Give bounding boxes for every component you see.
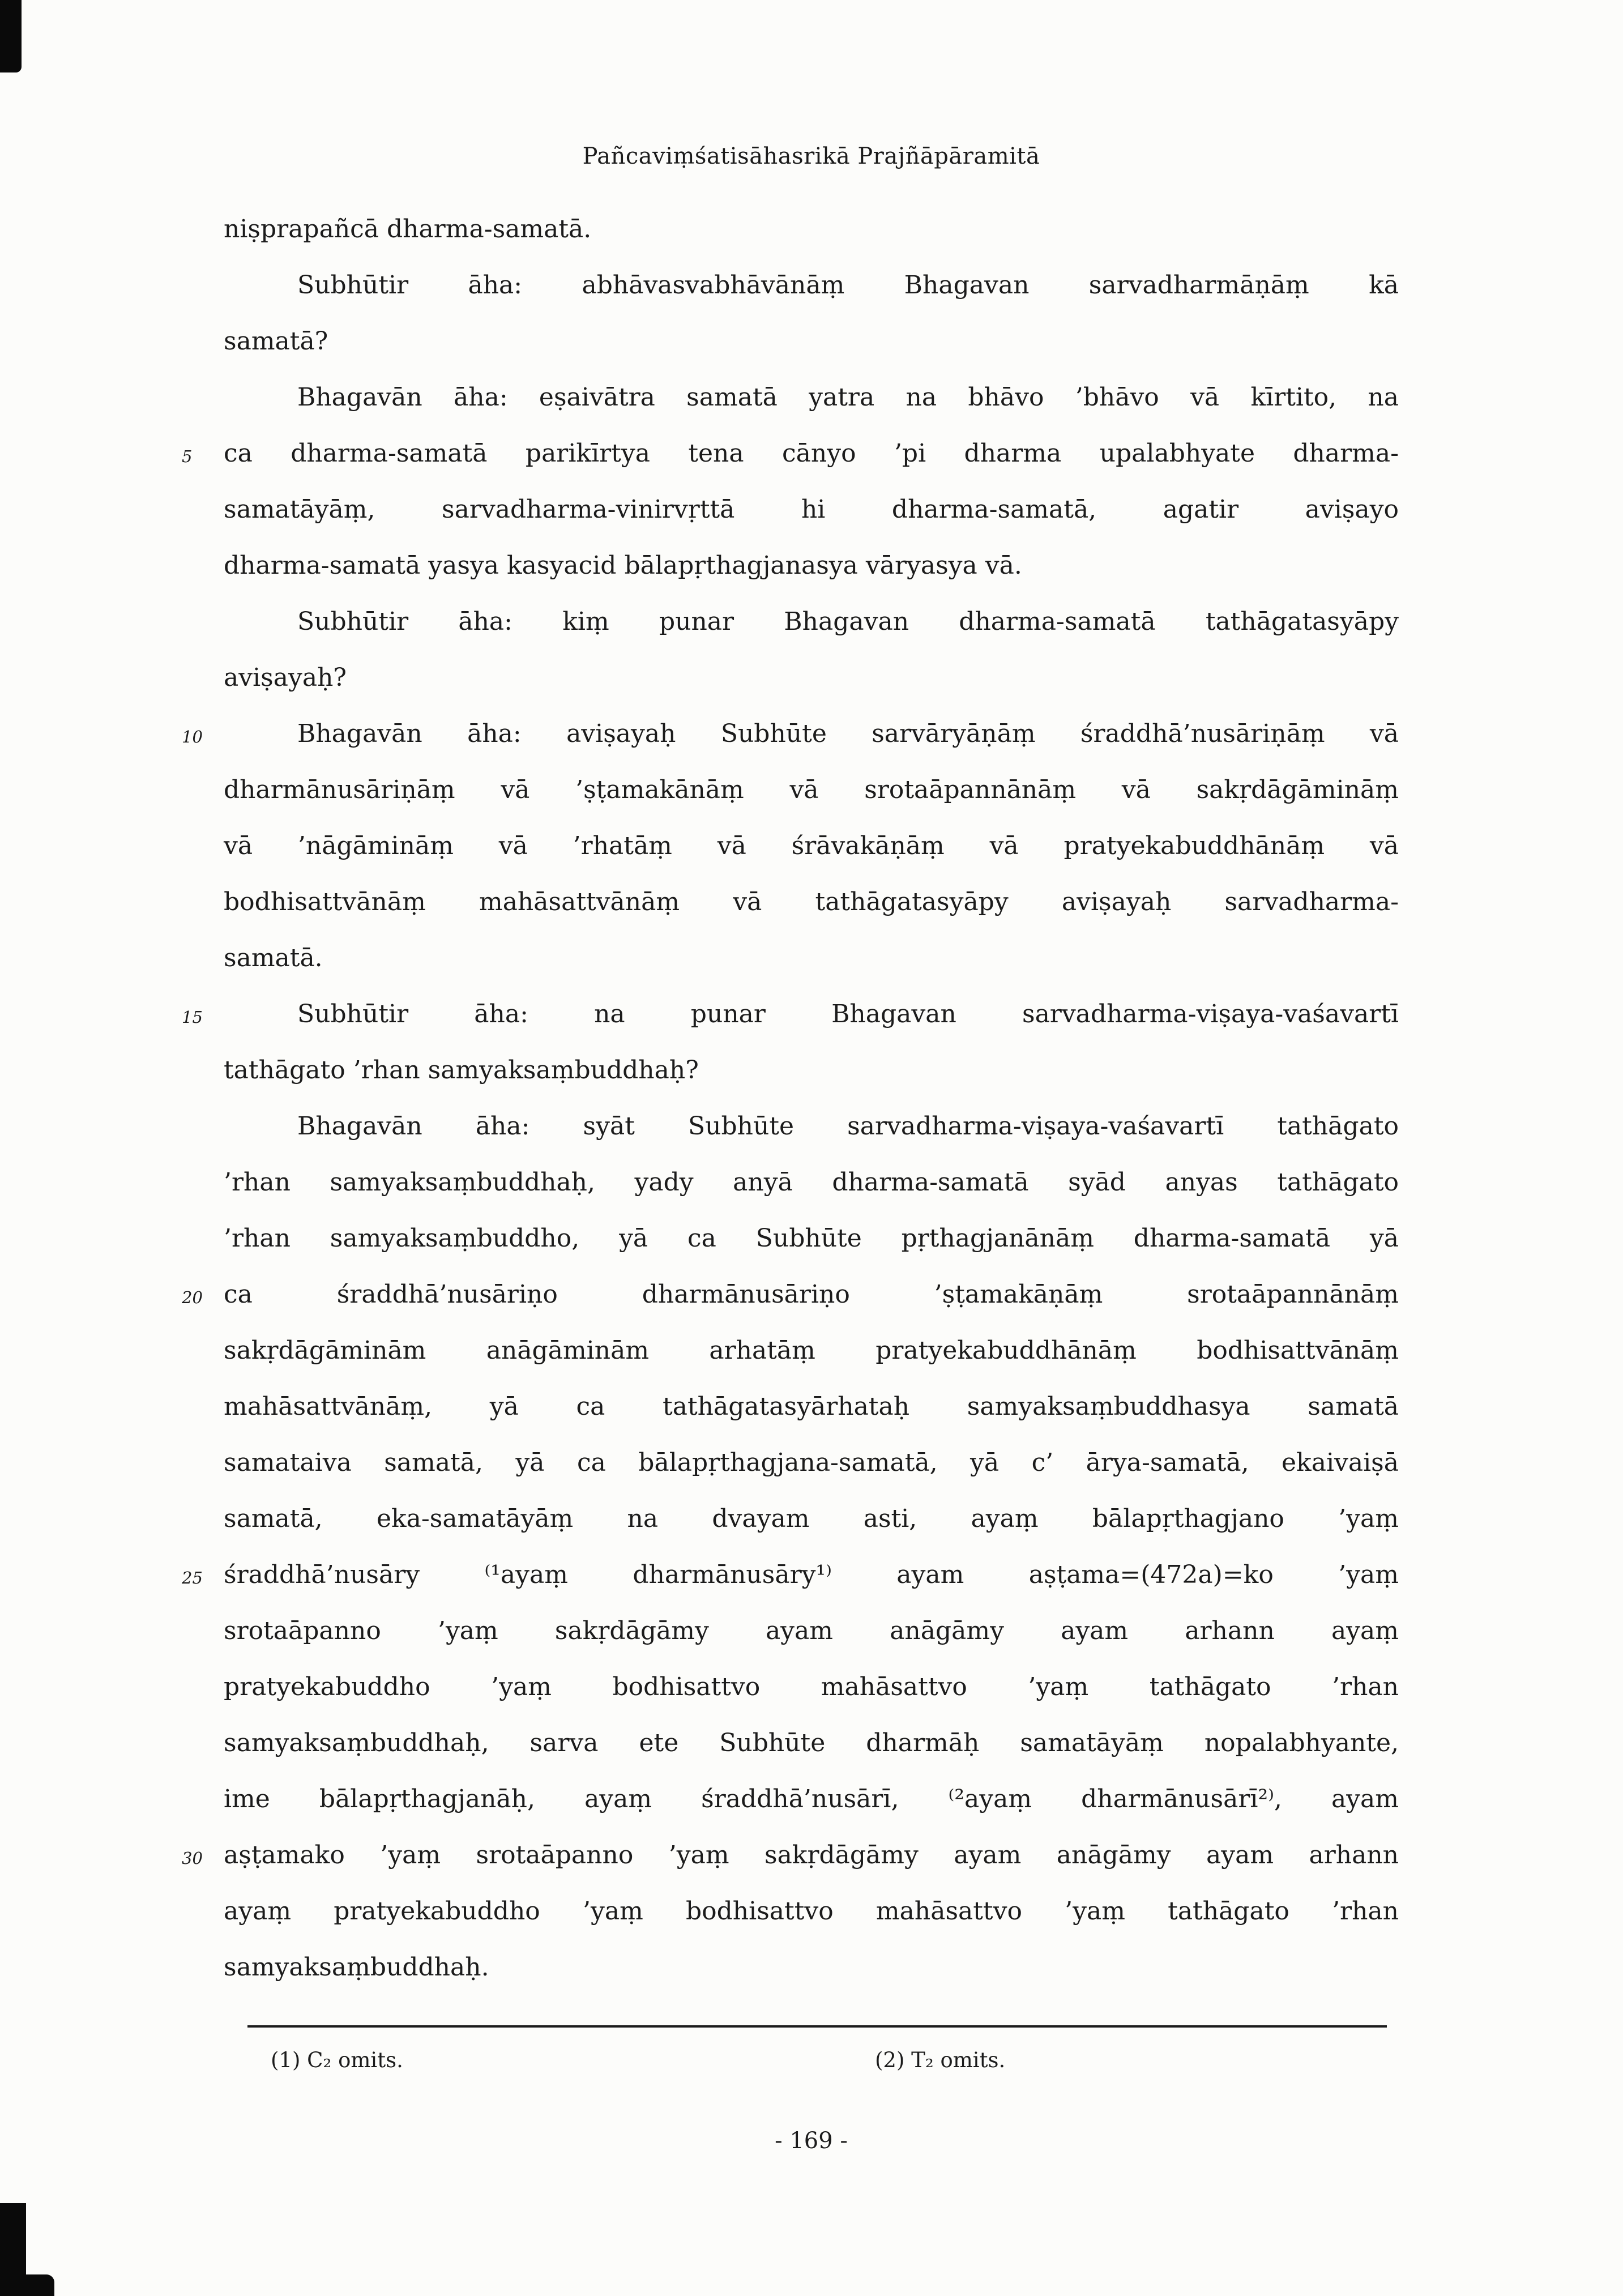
line-text: ’rhan samyaksaṃbuddho, yā ca Subhūte pṛthagjanānāṃ dharma-samatā yā [224,1224,1399,1253]
text-line [224,874,1399,930]
text-line [182,1266,1399,1322]
text-line [182,1827,1399,1883]
text-line [224,1379,1399,1435]
line-text: Bhagavān āha: eṣaivātra samatā yatra na bhāvo ’bhāvo vā kīrtito, na [297,383,1399,412]
line-text: ayaṃ pratyekabuddho ’yaṃ bodhisattvo mahāsattvo ’yaṃ tathāgato ’rhan [224,1897,1399,1926]
line-text: Subhūtir āha: kiṃ punar Bhagavan dharma-samatā tathāgatasyāpy [297,607,1399,636]
line-text: aviṣayaḥ? [224,663,347,692]
margin-line-number: 5 [182,447,193,466]
line-text: samyaksaṃbuddhaḥ. [224,1953,489,1982]
line-text: pratyekabuddho ’yaṃ bodhisattvo mahāsattvo ’yaṃ tathāgato ’rhan [224,1672,1399,1701]
text-line [224,650,1399,706]
line-text: Bhagavān āha: aviṣayaḥ Subhūte sarvāryāṇāṃ śraddhā’nusāriṇāṃ vā [297,719,1399,748]
line-text: samyaksaṃbuddhaḥ, sarva ete Subhūte dharmāḥ samatāyāṃ nopalabhyante, [224,1729,1399,1757]
text-line [224,257,1399,313]
text-line [224,1771,1399,1827]
line-text: samatā, eka-samatāyāṃ na dvayam asti, ayaṃ bālapṛthagjano ’yaṃ [224,1504,1399,1533]
text-line [182,1547,1399,1603]
text-line [224,481,1399,537]
line-text: aṣṭamako ’yaṃ srotaāpanno ’yaṃ sakṛdāgāmy ayam anāgāmy ayam arhann [224,1841,1399,1870]
footnote-1: (1) C₂ omits. [271,2048,403,2072]
line-text: vā ’nāgāmināṃ vā ’rhatāṃ vā śrāvakāṇāṃ vā pratyekabuddhānāṃ vā [224,831,1399,860]
text-line [182,986,1399,1042]
text-line [224,1939,1399,1995]
text-line [224,1659,1399,1715]
running-header-title: Pañcaviṃśatisāhasrikā Prajñāpāramitā [582,143,1040,169]
text-line [224,1154,1399,1210]
line-text: samataiva samatā, yā ca bālapṛthagjana-samatā, yā c’ ārya-samatā, ekaivaiṣā [224,1448,1399,1477]
text-line [224,313,1399,369]
line-text: ime bālapṛthagjanāḥ, ayaṃ śraddhā’nusārī, ⁽²ayaṃ dharmānusārī²⁾, ayam [224,1785,1399,1813]
text-line [224,594,1399,650]
text-line [224,201,1399,257]
footnote-separator-rule [247,2025,1387,2028]
text-line [182,425,1399,481]
line-text: ca dharma-samatā parikīrtya tena cānyo ’pi dharma upalabhyate dharma- [224,439,1399,468]
text-line [182,706,1399,762]
line-text: Subhūtir āha: na punar Bhagavan sarvadharma-viṣaya-vaśavartī [297,1000,1399,1028]
text-line [224,369,1399,425]
text-line [224,1210,1399,1266]
line-text: Subhūtir āha: abhāvasvabhāvānāṃ Bhagavan sarvadharmāṇāṃ kā [297,271,1399,300]
line-text: mahāsattvānāṃ, yā ca tathāgatasyārhataḥ samyaksaṃbuddhasya samatā [224,1392,1399,1421]
margin-line-number: 20 [182,1288,203,1307]
line-text: ca śraddhā’nusāriṇo dharmānusāriṇo ’ṣṭamakāṇāṃ srotaāpannānāṃ [224,1280,1399,1309]
text-line [224,1491,1399,1547]
body-text [182,201,1399,1995]
line-text: sakṛdāgāminām anāgāminām arhatāṃ pratyekabuddhānāṃ bodhisattvānāṃ [224,1336,1399,1365]
text-line [224,1715,1399,1771]
text-line [224,762,1399,818]
text-line [224,1435,1399,1491]
text-line [224,1883,1399,1939]
margin-line-number: 10 [182,727,203,746]
line-text: srotaāpanno ’yaṃ sakṛdāgāmy ayam anāgāmy ayam arhann ayaṃ [224,1616,1399,1645]
line-text: Bhagavān āha: syāt Subhūte sarvadharma-viṣaya-vaśavartī tathāgato [297,1112,1399,1141]
line-text: dharmānusāriṇāṃ vā ’ṣṭamakānāṃ vā srotaāpannānāṃ vā sakṛdāgāmināṃ [224,775,1399,804]
text-line [224,930,1399,986]
line-text: tathāgato ’rhan samyaksaṃbuddhaḥ? [224,1056,699,1085]
scan-edge-artifact-bottom-foot [0,2274,54,2296]
line-text: śraddhā’nusāry ⁽¹ayaṃ dharmānusāry¹⁾ ayam aṣṭama=(472a)=ko ’yaṃ [224,1560,1399,1589]
line-text: samatāyāṃ, sarvadharma-vinirvṛttā hi dharma-samatā, agatir aviṣayo [224,495,1399,524]
text-line [224,537,1399,594]
line-text: niṣprapañcā dharma-samatā. [224,215,592,244]
margin-line-number: 15 [182,1008,203,1027]
margin-line-number: 30 [182,1849,203,1868]
text-line [224,1603,1399,1659]
page-number: - 169 - [775,2128,848,2154]
line-text: samatā. [224,944,323,972]
scan-edge-artifact-top-left [0,0,22,72]
footnote-2: (2) T₂ omits. [875,2048,1006,2072]
text-line [224,818,1399,874]
text-line [224,1098,1399,1154]
text-line [224,1042,1399,1098]
text-line [224,1322,1399,1379]
line-text: ’rhan samyaksaṃbuddhaḥ, yady anyā dharma-samatā syād anyas tathāgato [224,1168,1399,1197]
line-text: samatā? [224,327,328,356]
line-text: bodhisattvānāṃ mahāsattvānāṃ vā tathāgatasyāpy aviṣayaḥ sarvadharma- [224,887,1399,916]
line-text: dharma-samatā yasya kasyacid bālapṛthagjanasya vāryasya vā. [224,551,1022,580]
margin-line-number: 25 [182,1568,203,1587]
